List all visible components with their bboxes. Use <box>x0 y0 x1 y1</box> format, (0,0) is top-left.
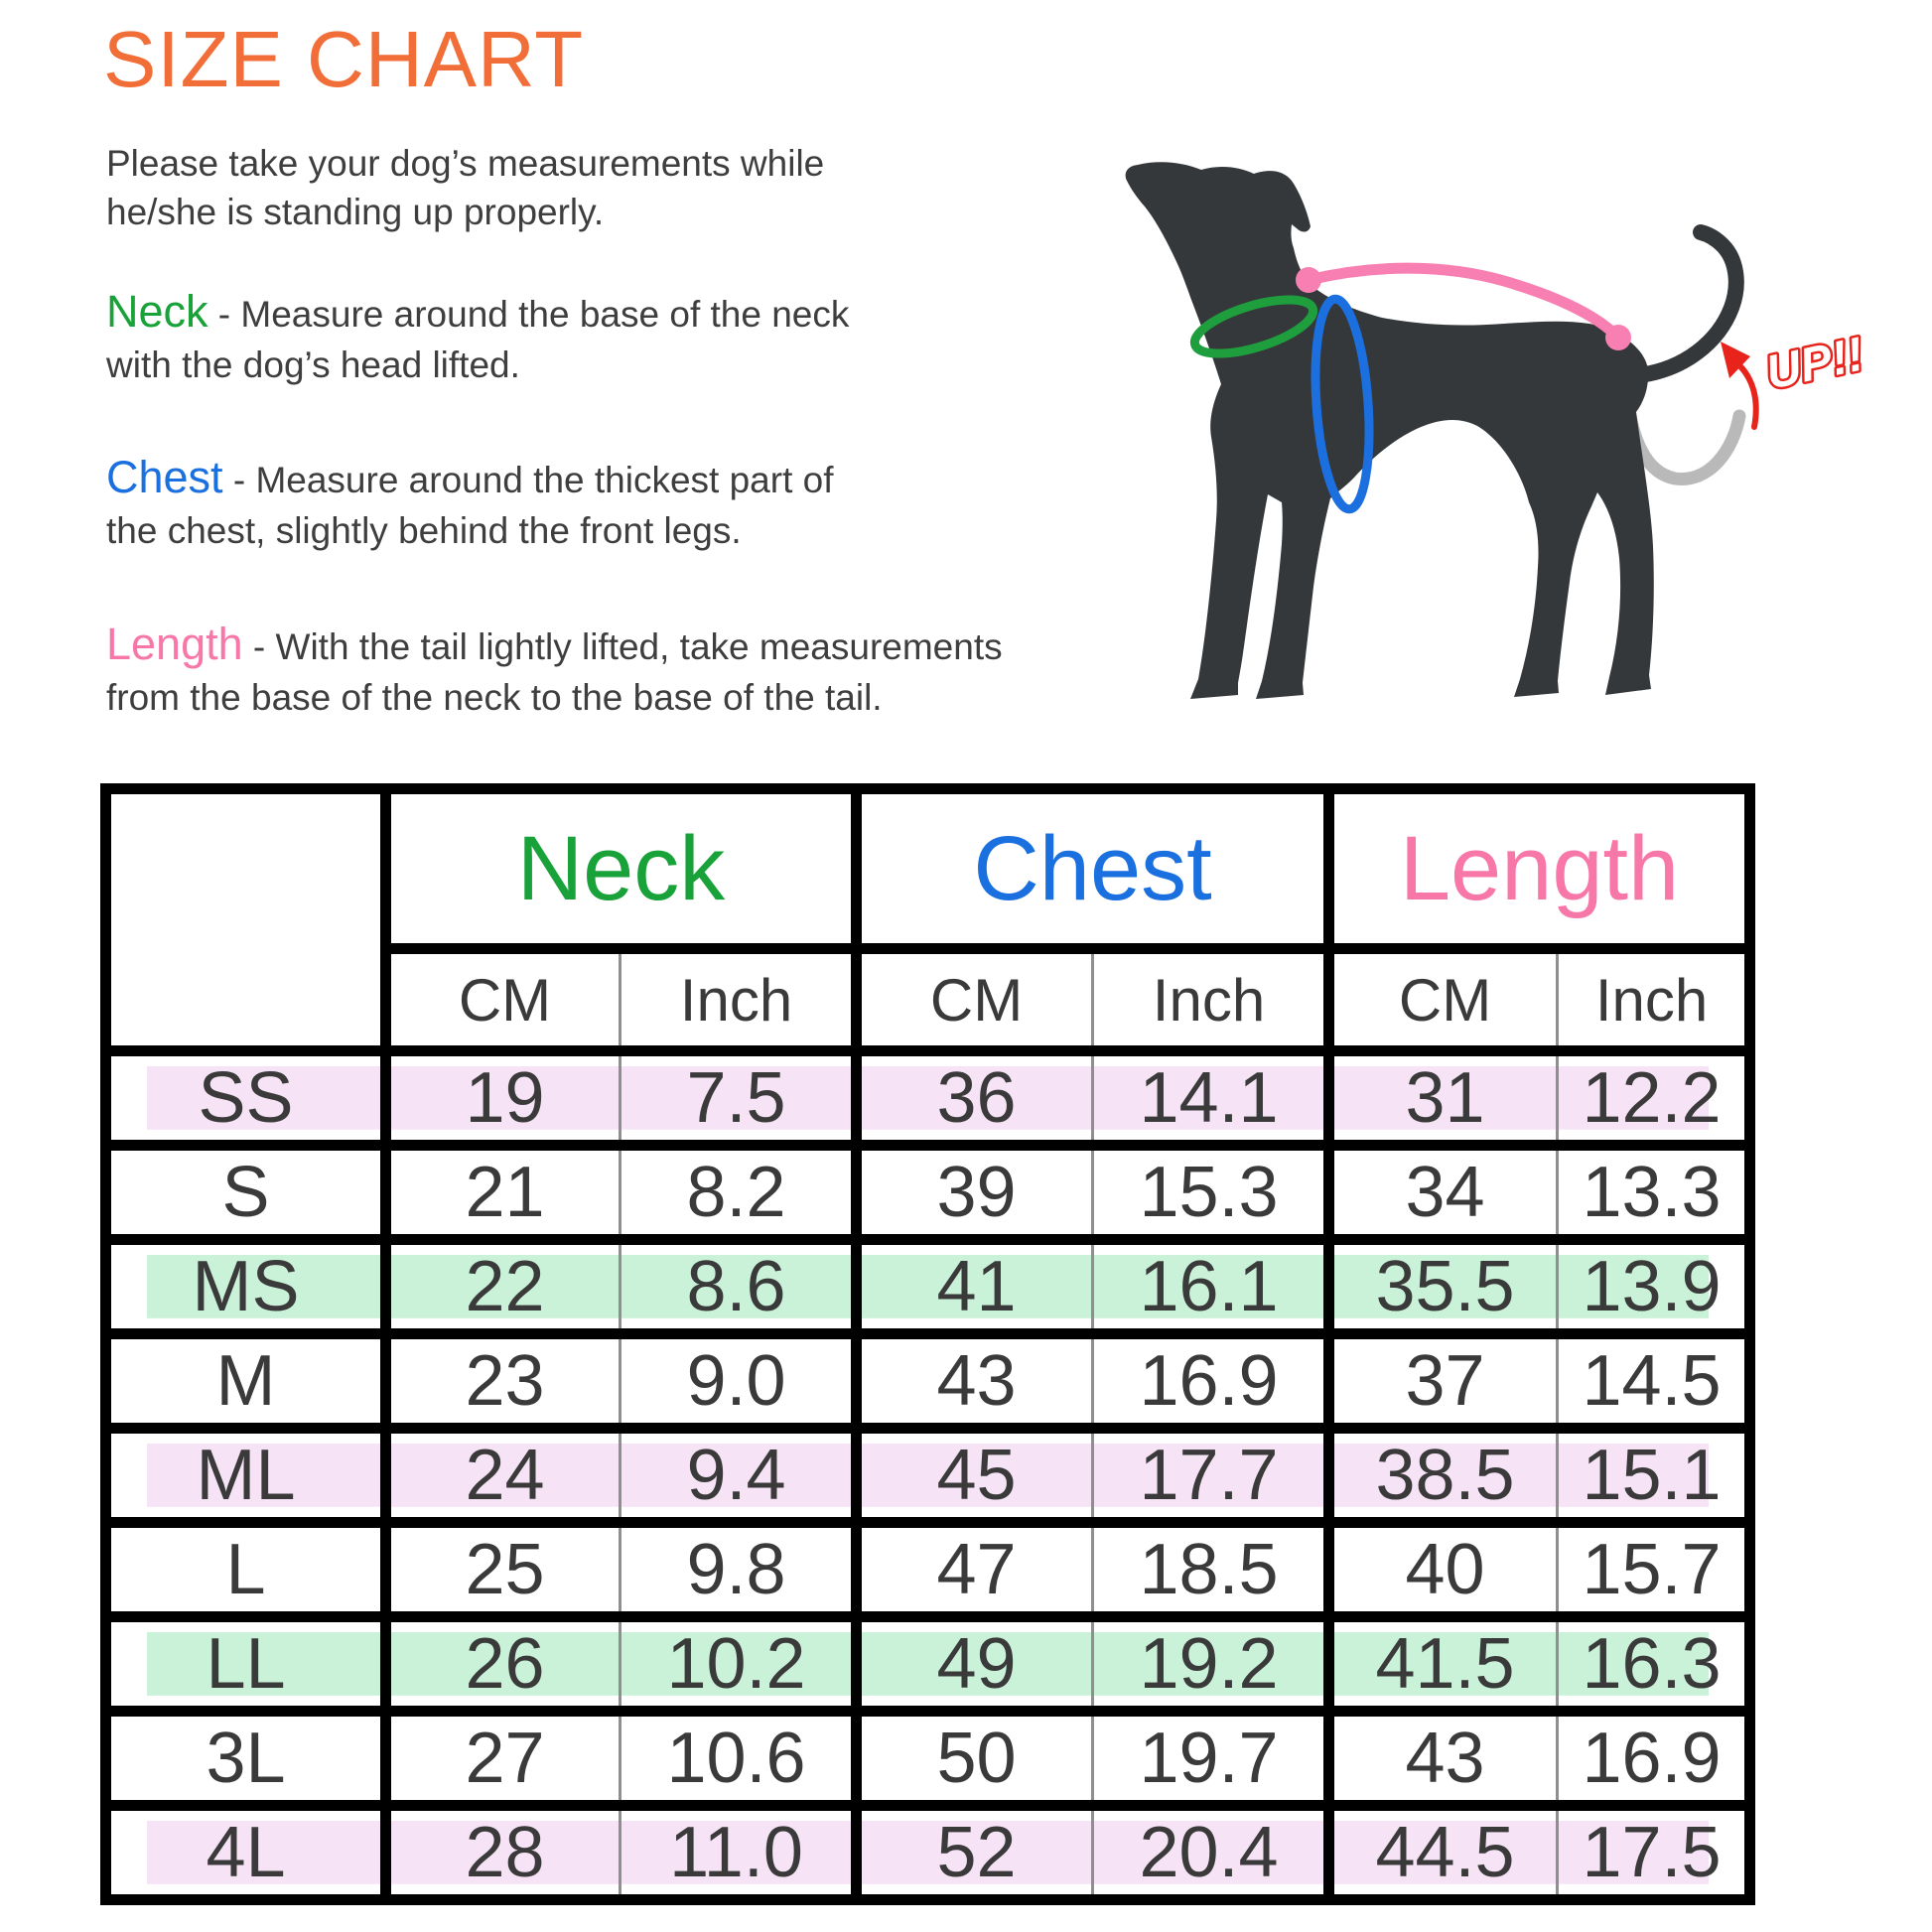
value-cell: 16.9 <box>1093 1334 1329 1429</box>
value-cell: 14.1 <box>1093 1051 1329 1146</box>
size-label-cell: ML <box>106 1429 386 1523</box>
value-cell: 45 <box>857 1429 1093 1523</box>
chest-desc-line-2: the chest, slightly behind the front legs. <box>106 510 742 551</box>
value-cell: 18.5 <box>1093 1523 1329 1617</box>
length-desc-line-2: from the base of the neck to the base of the tail. <box>106 677 883 718</box>
value-cell: 43 <box>1329 1712 1558 1806</box>
value-cell: 9.8 <box>621 1523 857 1617</box>
length-dot-tail <box>1605 325 1631 350</box>
value-cell: 35.5 <box>1329 1240 1558 1334</box>
dog-tail <box>1639 232 1736 375</box>
value-cell: 10.6 <box>621 1712 857 1806</box>
value-cell: 39 <box>857 1146 1093 1240</box>
unit-header-cm: CM <box>857 949 1093 1051</box>
value-cell: 11.0 <box>621 1806 857 1900</box>
value-cell: 24 <box>386 1429 621 1523</box>
value-cell: 34 <box>1329 1146 1558 1240</box>
dog-measurement-diagram <box>1087 129 1891 745</box>
table-row-ML <box>106 1429 1750 1523</box>
size-label-cell: SS <box>106 1051 386 1146</box>
table-row-L <box>106 1523 1750 1617</box>
neck-definition <box>106 286 849 390</box>
table-row-S <box>106 1146 1750 1240</box>
neck-desc-line-1: - Measure around the base of the neck <box>207 294 850 335</box>
value-cell: 50 <box>857 1712 1093 1806</box>
unit-header-inch: Inch <box>1558 949 1750 1051</box>
value-cell: 49 <box>857 1617 1093 1712</box>
value-cell: 9.0 <box>621 1334 857 1429</box>
value-cell: 23 <box>386 1334 621 1429</box>
length-desc-line-1: - With the tail lightly lifted, take measurements <box>242 626 1003 667</box>
value-cell: 20.4 <box>1093 1806 1329 1900</box>
value-cell: 27 <box>386 1712 621 1806</box>
value-cell: 14.5 <box>1558 1334 1750 1429</box>
group-header-row <box>106 789 1750 949</box>
neck-desc-line-2: with the dog’s head lifted. <box>106 345 520 385</box>
value-cell: 16.9 <box>1558 1712 1750 1806</box>
value-cell: 16.3 <box>1558 1617 1750 1712</box>
up-label: UP!! <box>1761 328 1868 400</box>
intro-text <box>106 139 824 236</box>
value-cell: 36 <box>857 1051 1093 1146</box>
value-cell: 37 <box>1329 1334 1558 1429</box>
length-definition <box>106 619 1003 723</box>
table-row-SS <box>106 1051 1750 1146</box>
value-cell: 28 <box>386 1806 621 1900</box>
table-row-LL <box>106 1617 1750 1712</box>
table-row-MS <box>106 1240 1750 1334</box>
intro-line-1: Please take your dog’s measurements while <box>106 143 825 184</box>
value-cell: 31 <box>1329 1051 1558 1146</box>
value-cell: 52 <box>857 1806 1093 1900</box>
value-cell: 44.5 <box>1329 1806 1558 1900</box>
unit-header-inch: Inch <box>621 949 857 1051</box>
value-cell: 13.9 <box>1558 1240 1750 1334</box>
chest-column-header: Chest <box>857 789 1329 949</box>
chest-term: Chest <box>106 452 223 502</box>
neck-term: Neck <box>106 286 208 337</box>
corner-cell <box>106 789 386 1051</box>
size-label-cell: 3L <box>106 1712 386 1806</box>
value-cell: 47 <box>857 1523 1093 1617</box>
value-cell: 43 <box>857 1334 1093 1429</box>
size-label-cell: MS <box>106 1240 386 1334</box>
length-term: Length <box>106 619 243 669</box>
table-row-M <box>106 1334 1750 1429</box>
value-cell: 19.7 <box>1093 1712 1329 1806</box>
size-table <box>100 783 1755 1905</box>
value-cell: 8.2 <box>621 1146 857 1240</box>
value-cell: 41 <box>857 1240 1093 1334</box>
unit-header-cm: CM <box>1329 949 1558 1051</box>
size-label-cell: M <box>106 1334 386 1429</box>
intro-line-2: he/she is standing up properly. <box>106 192 605 232</box>
size-table-body <box>106 1051 1750 1900</box>
unit-header-cm: CM <box>386 949 621 1051</box>
length-column-header: Length <box>1329 789 1750 949</box>
value-cell: 15.3 <box>1093 1146 1329 1240</box>
value-cell: 22 <box>386 1240 621 1334</box>
value-cell: 10.2 <box>621 1617 857 1712</box>
value-cell: 21 <box>386 1146 621 1240</box>
value-cell: 16.1 <box>1093 1240 1329 1334</box>
value-cell: 8.6 <box>621 1240 857 1334</box>
size-label-cell: S <box>106 1146 386 1240</box>
value-cell: 19.2 <box>1093 1617 1329 1712</box>
value-cell: 17.7 <box>1093 1429 1329 1523</box>
page-title: SIZE CHART <box>103 15 585 103</box>
value-cell: 15.1 <box>1558 1429 1750 1523</box>
value-cell: 7.5 <box>621 1051 857 1146</box>
table-row-4L <box>106 1806 1750 1900</box>
value-cell: 25 <box>386 1523 621 1617</box>
length-dot-withers <box>1296 267 1321 293</box>
value-cell: 12.2 <box>1558 1051 1750 1146</box>
size-label-cell: LL <box>106 1617 386 1712</box>
value-cell: 41.5 <box>1329 1617 1558 1712</box>
dog-silhouette <box>1126 162 1654 699</box>
size-label-cell: L <box>106 1523 386 1617</box>
value-cell: 26 <box>386 1617 621 1712</box>
table-row-3L <box>106 1712 1750 1806</box>
size-label-cell: 4L <box>106 1806 386 1900</box>
value-cell: 13.3 <box>1558 1146 1750 1240</box>
unit-header-inch: Inch <box>1093 949 1329 1051</box>
chest-definition <box>106 452 834 556</box>
chest-desc-line-1: - Measure around the thickest part of <box>222 460 834 500</box>
value-cell: 40 <box>1329 1523 1558 1617</box>
value-cell: 19 <box>386 1051 621 1146</box>
neck-column-header: Neck <box>386 789 857 949</box>
value-cell: 15.7 <box>1558 1523 1750 1617</box>
value-cell: 17.5 <box>1558 1806 1750 1900</box>
value-cell: 38.5 <box>1329 1429 1558 1523</box>
value-cell: 9.4 <box>621 1429 857 1523</box>
